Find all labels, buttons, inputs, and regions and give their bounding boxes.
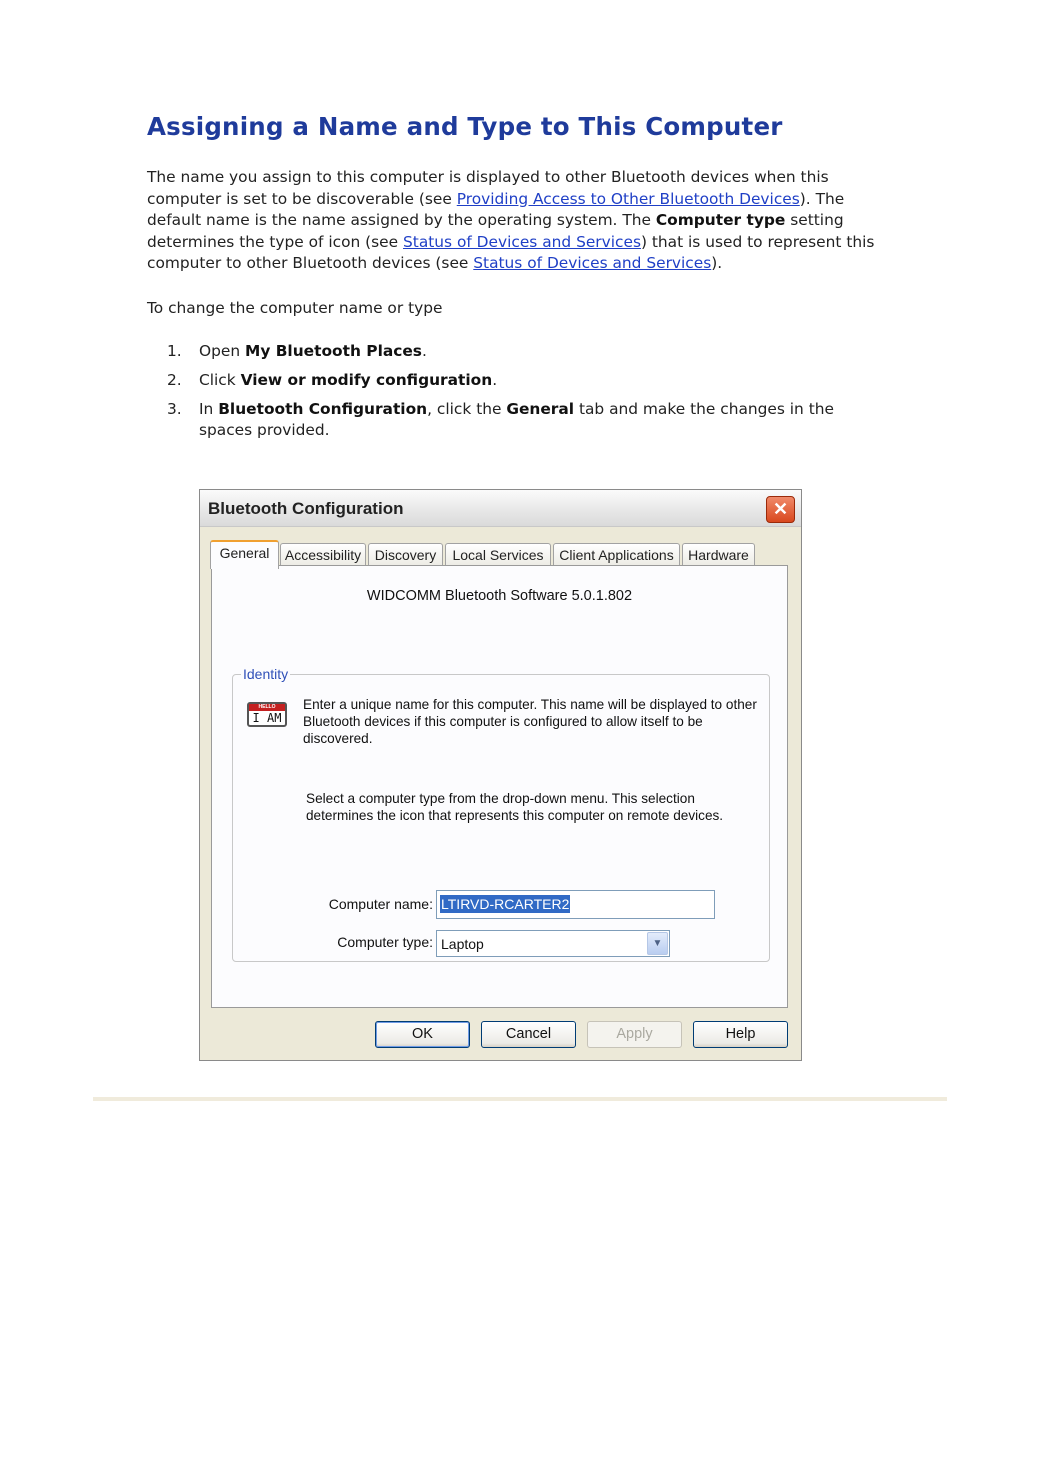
name-tag-header: HELLO <box>249 704 285 711</box>
step-bold: View or modify configuration <box>240 370 493 389</box>
step-number: 2. <box>167 370 182 389</box>
link-providing-access[interactable]: Providing Access to Other Bluetooth Devices <box>456 189 800 208</box>
step-bold: My Bluetooth Places <box>245 341 422 360</box>
close-icon: ✕ <box>772 499 789 519</box>
procedure-intro: To change the computer name or type <box>147 298 443 317</box>
bold-computer-type: Computer type <box>655 211 786 229</box>
ok-button[interactable]: OK <box>375 1021 470 1048</box>
steps-list <box>147 341 887 441</box>
name-instructions: Enter a unique name for this computer. This name will be displayed to other Bluetooth devices if this computer is configured to allow itself to be discovered. <box>303 697 757 746</box>
step-text: tab and make the changes in the spaces provided. <box>199 399 834 439</box>
para-text-2: ). The default name is the name assigned by the operating system. The <box>147 189 845 229</box>
cancel-button[interactable]: Cancel <box>481 1021 576 1048</box>
document <box>147 112 887 449</box>
general-tab-panel <box>211 565 788 1008</box>
computer-type-value: Laptop <box>441 936 484 952</box>
computer-name-input[interactable] <box>436 890 715 919</box>
link-status-devices-2[interactable]: Status of Devices and Services <box>473 254 712 272</box>
tab-discovery[interactable]: Discovery <box>368 543 443 566</box>
computer-name-label: Computer name: <box>328 896 433 912</box>
step-3 <box>147 399 887 441</box>
name-tag-text: I AM <box>252 711 282 725</box>
step-text: Open <box>199 341 245 360</box>
step-2 <box>147 370 887 391</box>
link-status-devices-1[interactable]: Status of Devices and Services <box>403 232 641 251</box>
computer-type-label: Computer type: <box>337 934 433 950</box>
step-text: . <box>421 341 427 360</box>
para-text-5: ). <box>711 254 723 272</box>
identity-group-label: Identity <box>243 666 289 682</box>
close-button[interactable] <box>766 496 795 523</box>
identity-group <box>232 666 770 962</box>
step-number: 1. <box>167 341 182 360</box>
step-bold: General <box>506 399 575 418</box>
step-text: , click the <box>427 399 507 418</box>
tab-accessibility[interactable]: Accessibility <box>280 543 366 566</box>
para-text-4: ) that is used to represent this computer to other Bluetooth devices (see <box>147 232 875 272</box>
apply-button[interactable]: Apply <box>587 1021 682 1048</box>
para-text-1: The name you assign to this computer is displayed to other Bluetooth devices when this computer is set to be discoverable (see <box>147 168 829 208</box>
description-paragraph <box>147 167 887 275</box>
software-version: WIDCOMM Bluetooth Software 5.0.1.802 <box>366 588 633 604</box>
bluetooth-configuration-dialog <box>199 489 802 1061</box>
help-button[interactable]: Help <box>693 1021 788 1048</box>
step-text: In <box>199 399 219 418</box>
page-title: Assigning a Name and Type to This Computer <box>147 112 783 141</box>
tab-client-applications[interactable]: Client Applications <box>553 543 680 566</box>
footer-divider <box>93 1097 947 1101</box>
para-text-3: setting determines the type of icon (see <box>147 211 844 251</box>
title-bar[interactable] <box>200 490 801 527</box>
type-instructions: Select a computer type from the drop-down menu. This selection determines the icon that represents this computer on remote devices. <box>306 791 724 823</box>
step-text: Click <box>199 370 241 389</box>
step-number: 3. <box>167 399 182 418</box>
step-1 <box>147 341 887 362</box>
tab-general[interactable]: General <box>210 540 279 569</box>
tab-local-services[interactable]: Local Services <box>445 543 551 566</box>
step-bold: Bluetooth Configuration <box>218 399 428 418</box>
step-text: . <box>492 370 498 389</box>
computer-type-select[interactable] <box>436 930 670 957</box>
name-tag-icon <box>247 702 287 727</box>
dialog-title: Bluetooth Configuration <box>208 499 404 518</box>
dropdown-arrow-icon[interactable]: ▼ <box>647 932 668 955</box>
computer-name-value: LTIRVD-RCARTER2 <box>441 896 570 912</box>
tab-hardware[interactable]: Hardware <box>682 543 755 566</box>
